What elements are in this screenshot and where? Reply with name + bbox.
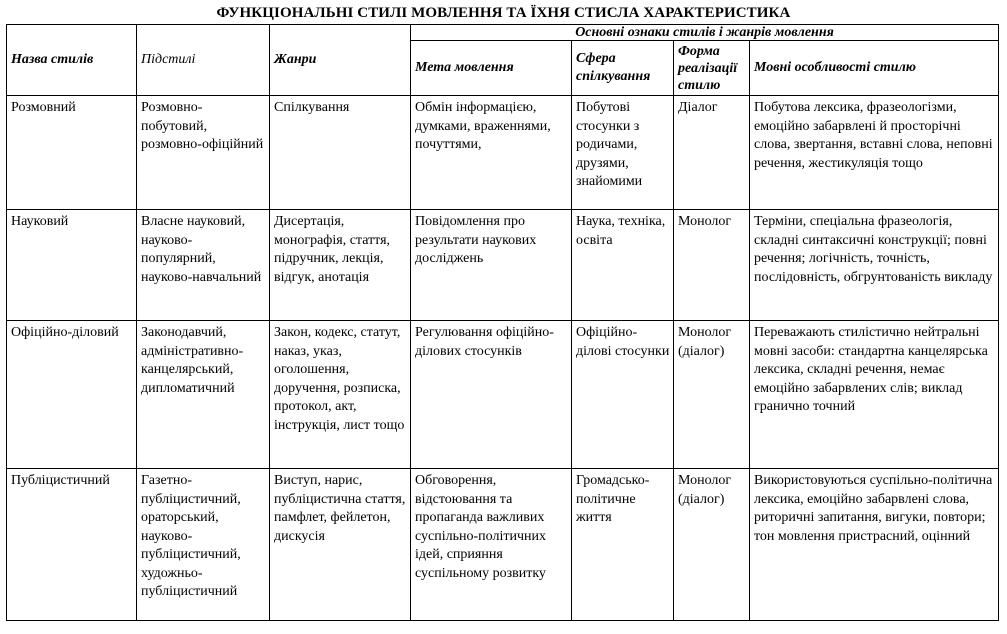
cell-name: Публіцистичний xyxy=(7,469,137,621)
cell-genres: Закон, кодекс, статут, наказ, указ, оголошення, доручення, розписка, протокол, акт, інструкція, лист тощо xyxy=(270,321,411,469)
cell-substyles: Розмовно-побутовий, розмовно-офіційний xyxy=(137,96,270,210)
cell-substyles: Газетно-публіцистичний, ораторський, науково-публіцистичний, художньо-публіцистичний xyxy=(137,469,270,621)
header-sphere: Сфера спілкування xyxy=(572,41,674,96)
cell-features: Терміни, спеціальна фразеологія, складні синтаксичні конструкції; повні речення; логічність, точність, послідовність, обгрунтованість викладу xyxy=(750,210,999,321)
cell-genres: Спілкування xyxy=(270,96,411,210)
header-name: Назва стилів xyxy=(7,25,137,96)
cell-name: Розмовний xyxy=(7,96,137,210)
table-row xyxy=(7,210,999,321)
cell-goal: Повідомлення про результати наукових досліджень xyxy=(411,210,572,321)
document-title: ФУНКЦІОНАЛЬНІ СТИЛІ МОВЛЕННЯ ТА ЇХНЯ СТИСЛА ХАРАКТЕРИСТИКА xyxy=(216,5,791,21)
cell-form: Монолог xyxy=(674,210,750,321)
cell-form: Монолог (діалог) xyxy=(674,469,750,621)
cell-genres: Дисертація, монографія, стаття, підручник, лекція, відгук, анотація xyxy=(270,210,411,321)
header-goal: Мета мовлення xyxy=(411,41,572,96)
header-form: Форма реалізації стилю xyxy=(674,41,750,96)
styles-table xyxy=(6,24,999,621)
header-group: Основні ознаки стилів і жанрів мовлення xyxy=(411,25,999,41)
cell-substyles: Законодавчий, адміністративно-канцелярський, дипломатичний xyxy=(137,321,270,469)
cell-sphere: Офіційно-ділові стосунки xyxy=(572,321,674,469)
table-row xyxy=(7,469,999,621)
cell-sphere: Наука, техніка, освіта xyxy=(572,210,674,321)
cell-goal: Обговорення, відстоювання та пропаганда важливих суспільно-політичних ідей, сприяння суспільному розвитку xyxy=(411,469,572,621)
cell-substyles: Власне науковий, науково-популярний, науково-навчальний xyxy=(137,210,270,321)
header-genres: Жанри xyxy=(270,25,411,96)
cell-features: Використовуються суспільно-політична лексика, емоційно забарвлені слова, риторичні запитання, вигуки, повтори; тон мовлення пристрасний, оцінний xyxy=(750,469,999,621)
cell-name: Офіційно-діловий xyxy=(7,321,137,469)
header-features: Мовні особливості стилю xyxy=(750,41,999,96)
header-substyles: Підстилі xyxy=(137,25,270,96)
cell-features: Побутова лексика, фразеологізми, емоційно забарвлені й просторічні слова, звертання, вставні слова, неповні речення, жестикуляція тощо xyxy=(750,96,999,210)
cell-sphere: Побутові стосунки з родичами, друзями, знайомими xyxy=(572,96,674,210)
table-row xyxy=(7,96,999,210)
cell-features: Переважають стилістично нейтральні мовні засоби: стандартна канцелярська лексика, складні речення, немає емоційно забарвлених слів; виклад гранично точний xyxy=(750,321,999,469)
cell-form: Монолог (діалог) xyxy=(674,321,750,469)
table-row xyxy=(7,321,999,469)
header-row-top xyxy=(7,25,999,41)
cell-name: Науковий xyxy=(7,210,137,321)
cell-goal: Обмін інформацією, думками, враженнями, почуттями, xyxy=(411,96,572,210)
cell-form: Діалог xyxy=(674,96,750,210)
cell-sphere: Громадсько-політичне життя xyxy=(572,469,674,621)
cell-genres: Виступ, нарис, публіцистична стаття, памфлет, фейлетон, дискусія xyxy=(270,469,411,621)
cell-goal: Регулювання офіційно-ділових стосунків xyxy=(411,321,572,469)
